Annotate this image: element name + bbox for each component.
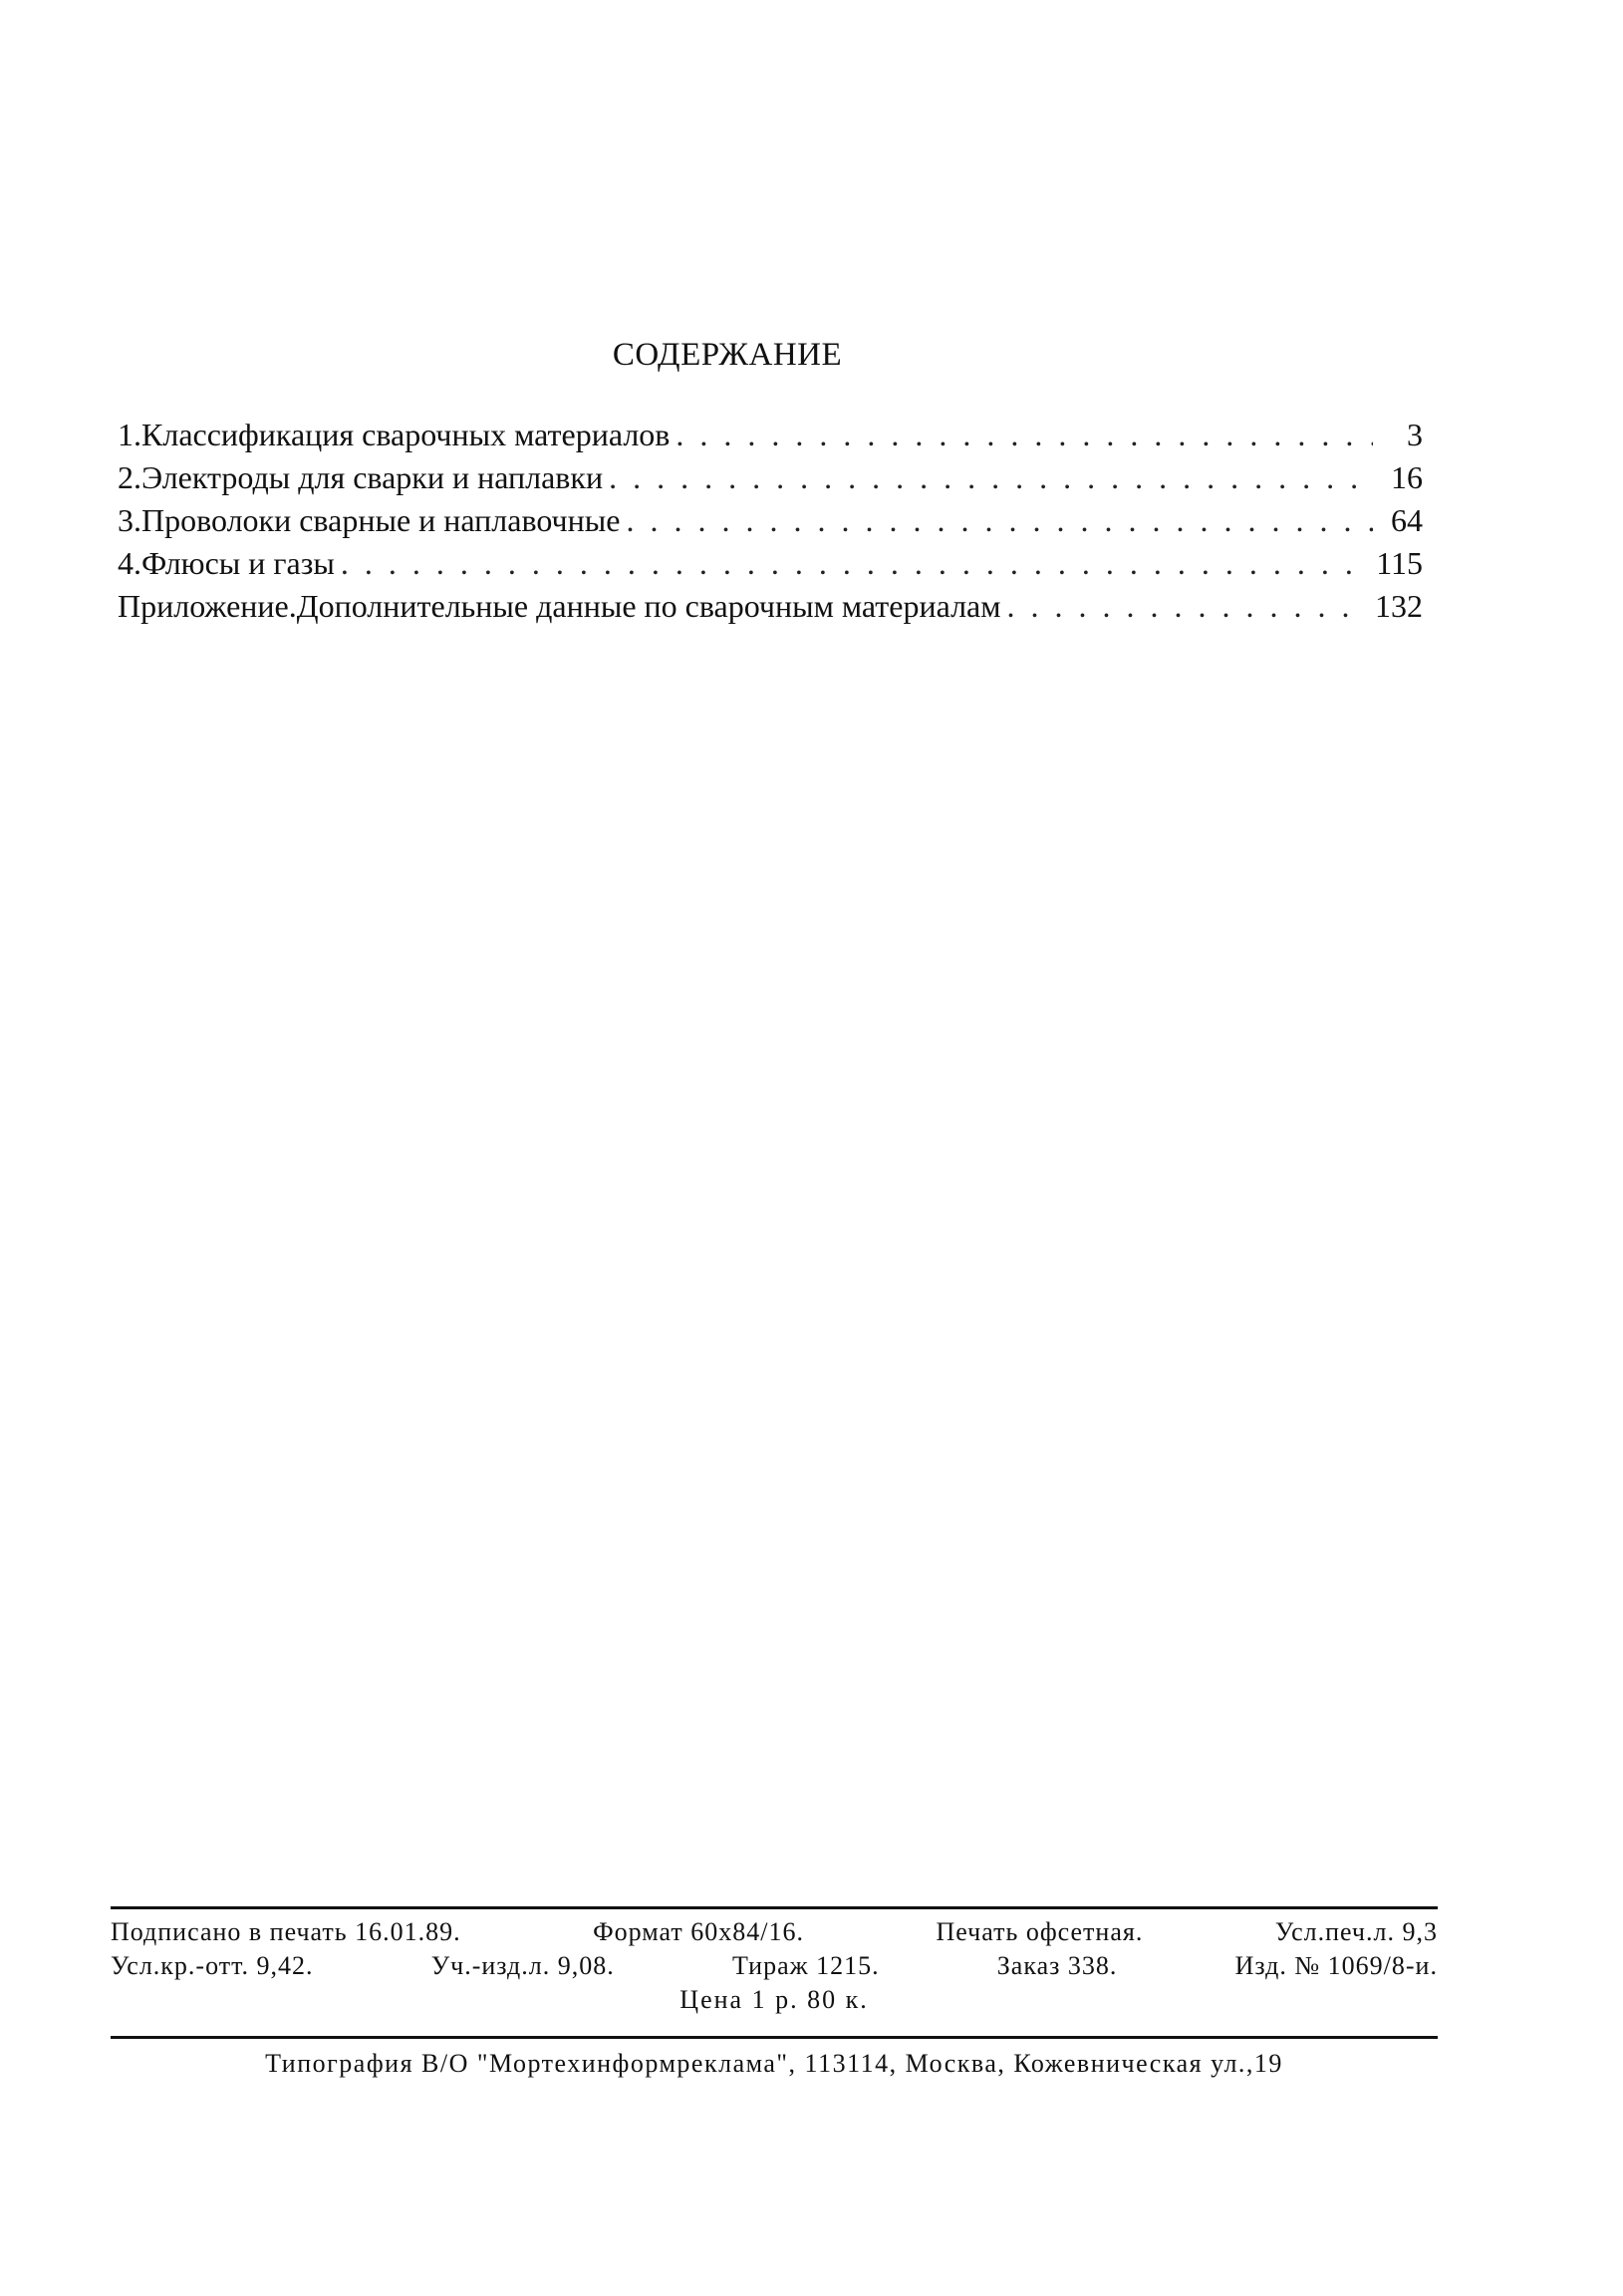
imprint-print-run: Тираж 1215. bbox=[731, 1951, 880, 1980]
imprint-publisher-sheets: Уч.-изд.л. 9,08. bbox=[430, 1951, 615, 1980]
toc-dot-leader bbox=[609, 459, 1373, 496]
toc-entry bbox=[118, 545, 1423, 588]
toc-entry-title: Классификация сварочных материалов bbox=[141, 417, 671, 452]
toc-entry-number: 3. bbox=[118, 502, 141, 538]
toc-entry-appendix bbox=[118, 588, 1423, 631]
toc-entry-title: Приложение.Дополнительные данные по сварочным материалам bbox=[118, 588, 1001, 624]
imprint-price: Цена 1 р. 80 к. bbox=[679, 1985, 869, 2014]
imprint-top-rule bbox=[111, 1906, 1438, 1909]
imprint-signed-date: Подписано в печать 16.01.89. bbox=[111, 1917, 461, 1946]
printer-info: Типография В/О "Мортехинформреклама", 113114, Москва, Кожевническая ул.,19 bbox=[265, 2049, 1283, 2078]
toc-dot-leader bbox=[341, 545, 1366, 582]
imprint-order-number: Заказ 338. bbox=[996, 1951, 1118, 1980]
toc-entry-title: Флюсы и газы bbox=[141, 545, 335, 581]
toc-entry bbox=[118, 502, 1423, 545]
toc-entry-number: 4. bbox=[118, 545, 141, 581]
table-of-contents bbox=[118, 417, 1423, 631]
toc-entry-number: 1. bbox=[118, 417, 141, 452]
imprint-line-2 bbox=[111, 1949, 1438, 1983]
imprint-edition-number: Изд. № 1069/8-и. bbox=[1234, 1951, 1438, 1980]
toc-entry-title: Электроды для сварки и наплавки bbox=[141, 459, 604, 495]
toc-entry-page: 115 bbox=[1376, 545, 1423, 581]
toc-entry-page: 3 bbox=[1407, 417, 1423, 452]
toc-dot-leader bbox=[1007, 588, 1366, 625]
imprint-color-sheets: Усл.кр.-отт. 9,42. bbox=[111, 1951, 314, 1980]
toc-dot-leader bbox=[676, 417, 1373, 453]
toc-entry-page: 132 bbox=[1375, 588, 1423, 624]
imprint-print-type: Печать офсетная. bbox=[936, 1917, 1144, 1946]
toc-entry-title: Проволоки сварные и наплавочные bbox=[141, 502, 621, 538]
imprint-format: Формат 60х84/16. bbox=[593, 1917, 805, 1946]
imprint-print-sheets: Усл.печ.л. 9,3 bbox=[1274, 1917, 1438, 1946]
contents-heading: СОДЕРЖАНИЕ bbox=[612, 337, 843, 373]
toc-entry bbox=[118, 459, 1423, 502]
imprint-bottom-rule bbox=[111, 2036, 1438, 2039]
toc-entry-page: 16 bbox=[1391, 459, 1423, 495]
imprint-line-1 bbox=[111, 1915, 1438, 1949]
toc-entry-page: 64 bbox=[1391, 502, 1423, 538]
toc-entry bbox=[118, 417, 1423, 459]
toc-dot-leader bbox=[626, 502, 1373, 539]
toc-entry-number: 2. bbox=[118, 459, 141, 495]
